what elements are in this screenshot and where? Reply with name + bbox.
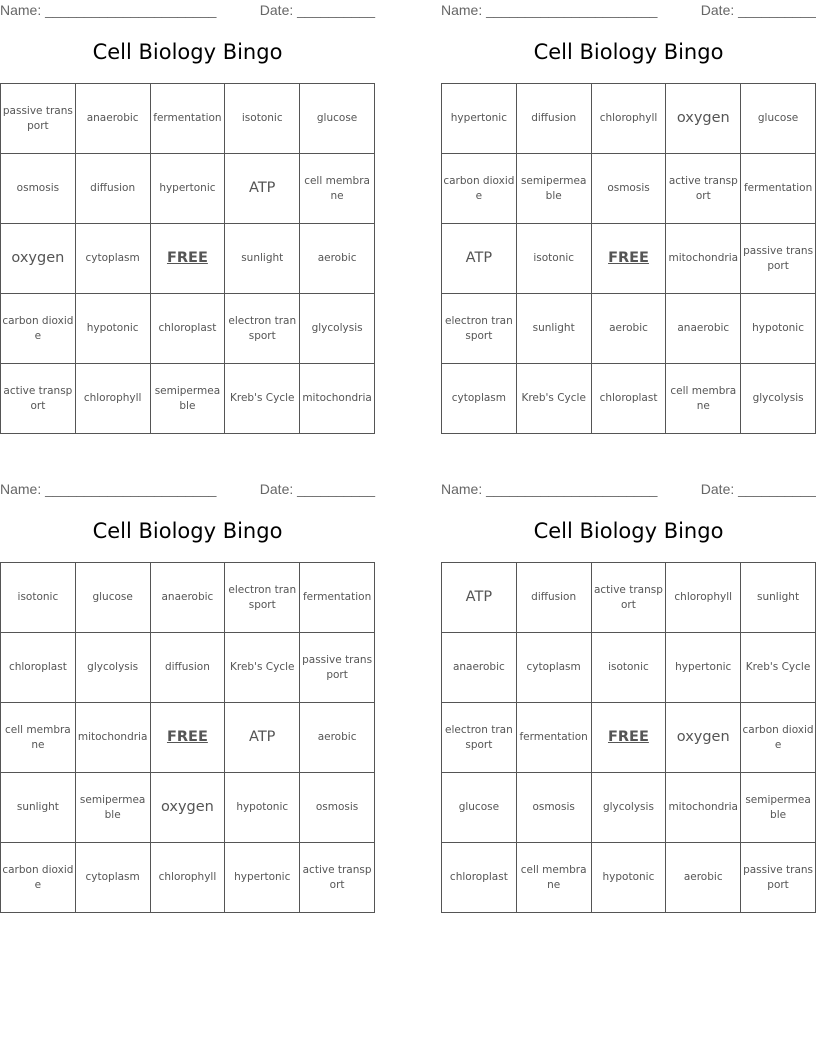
bingo-cell[interactable]: glucose: [300, 84, 375, 154]
bingo-cell[interactable]: osmosis: [591, 154, 666, 224]
name-field-label[interactable]: Name: ______________________: [0, 481, 217, 497]
bingo-cell[interactable]: oxygen: [666, 703, 741, 773]
bingo-cell[interactable]: glucose: [442, 773, 517, 843]
bingo-cell[interactable]: chloroplast: [1, 633, 76, 703]
bingo-cell[interactable]: oxygen: [150, 773, 225, 843]
bingo-cell[interactable]: fermentation: [150, 84, 225, 154]
bingo-cell[interactable]: sunlight: [225, 224, 300, 294]
bingo-cell[interactable]: active transport: [591, 563, 666, 633]
bingo-cell[interactable]: carbon dioxide: [741, 703, 816, 773]
bingo-cell[interactable]: fermentation: [300, 563, 375, 633]
bingo-cell[interactable]: cell membrane: [300, 154, 375, 224]
bingo-cell[interactable]: passive transport: [1, 84, 76, 154]
bingo-grid: [441, 83, 816, 434]
bingo-cell[interactable]: electron transport: [225, 294, 300, 364]
bingo-cell[interactable]: chlorophyll: [666, 563, 741, 633]
bingo-cell[interactable]: diffusion: [516, 84, 591, 154]
bingo-cell[interactable]: fermentation: [516, 703, 591, 773]
grid-row: [442, 703, 816, 773]
bingo-cell[interactable]: Kreb's Cycle: [225, 633, 300, 703]
grid-row: [1, 364, 375, 434]
bingo-cell[interactable]: glycolysis: [75, 633, 150, 703]
bingo-cell[interactable]: carbon dioxide: [442, 154, 517, 224]
bingo-cell[interactable]: glucose: [741, 84, 816, 154]
grid-row: [1, 563, 375, 633]
bingo-cell[interactable]: electron transport: [225, 563, 300, 633]
bingo-cell[interactable]: sunlight: [516, 294, 591, 364]
bingo-cell[interactable]: isotonic: [1, 563, 76, 633]
free-space-cell[interactable]: FREE: [591, 703, 666, 773]
grid-row: [1, 843, 375, 913]
grid-row: [1, 773, 375, 843]
free-space-cell[interactable]: FREE: [591, 224, 666, 294]
grid-row: [1, 84, 375, 154]
bingo-cell[interactable]: active transport: [1, 364, 76, 434]
grid-row: [442, 773, 816, 843]
free-space-cell[interactable]: FREE: [150, 224, 225, 294]
grid-row: [1, 294, 375, 364]
bingo-cell[interactable]: mitochondria: [666, 773, 741, 843]
grid-row: [1, 633, 375, 703]
bingo-cell[interactable]: chloroplast: [591, 364, 666, 434]
bingo-cell[interactable]: hypertonic: [666, 633, 741, 703]
bingo-cell[interactable]: semipermeable: [75, 773, 150, 843]
bingo-cell[interactable]: diffusion: [75, 154, 150, 224]
bingo-cell[interactable]: ATP: [442, 563, 517, 633]
bingo-cell[interactable]: osmosis: [300, 773, 375, 843]
bingo-cell[interactable]: glycolysis: [300, 294, 375, 364]
bingo-cell[interactable]: active transport: [300, 843, 375, 913]
date-field-label[interactable]: Date: __________: [259, 481, 375, 497]
bingo-cell[interactable]: semipermeable: [150, 364, 225, 434]
bingo-cell[interactable]: cytoplasm: [442, 364, 517, 434]
name-date-row: [0, 479, 375, 499]
name-field-label[interactable]: Name: ______________________: [0, 2, 217, 18]
grid-row: [442, 563, 816, 633]
grid-row: [442, 633, 816, 703]
bingo-cell[interactable]: sunlight: [741, 563, 816, 633]
bingo-grid: [441, 562, 816, 913]
bingo-cell[interactable]: glycolysis: [591, 773, 666, 843]
grid-row: [442, 84, 816, 154]
bingo-cell[interactable]: hypertonic: [225, 843, 300, 913]
bingo-cell[interactable]: hypotonic: [741, 294, 816, 364]
bingo-cell[interactable]: cytoplasm: [75, 224, 150, 294]
grid-row: [1, 224, 375, 294]
date-field-label[interactable]: Date: __________: [700, 481, 816, 497]
name-field-label[interactable]: Name: ______________________: [441, 2, 658, 18]
bingo-grid: [0, 562, 375, 913]
bingo-cell[interactable]: anaerobic: [75, 84, 150, 154]
bingo-cell[interactable]: isotonic: [516, 224, 591, 294]
card-title: Cell Biology Bingo: [92, 40, 283, 64]
bingo-cell[interactable]: chlorophyll: [150, 843, 225, 913]
grid-row: [442, 294, 816, 364]
bingo-cell[interactable]: chlorophyll: [75, 364, 150, 434]
bingo-cell[interactable]: chloroplast: [442, 843, 517, 913]
bingo-cell[interactable]: semipermeable: [516, 154, 591, 224]
bingo-cell[interactable]: sunlight: [1, 773, 76, 843]
bingo-cell[interactable]: aerobic: [591, 294, 666, 364]
bingo-cell[interactable]: carbon dioxide: [1, 843, 76, 913]
bingo-cell[interactable]: electron transport: [442, 703, 517, 773]
name-date-row: [441, 0, 816, 20]
bingo-cell[interactable]: cell membrane: [666, 364, 741, 434]
card-title: Cell Biology Bingo: [533, 40, 724, 64]
grid-row: [1, 703, 375, 773]
bingo-cell[interactable]: aerobic: [666, 843, 741, 913]
bingo-cell[interactable]: diffusion: [516, 563, 591, 633]
bingo-cell[interactable]: ATP: [442, 224, 517, 294]
bingo-cell[interactable]: aerobic: [300, 224, 375, 294]
bingo-cell[interactable]: hypertonic: [150, 154, 225, 224]
bingo-cell[interactable]: oxygen: [1, 224, 76, 294]
bingo-cell[interactable]: aerobic: [300, 703, 375, 773]
name-field-label[interactable]: Name: ______________________: [441, 481, 658, 497]
date-field-label[interactable]: Date: __________: [259, 2, 375, 18]
name-date-row: [0, 0, 375, 20]
bingo-cell[interactable]: diffusion: [150, 633, 225, 703]
bingo-cell[interactable]: passive transport: [300, 633, 375, 703]
bingo-cell[interactable]: passive transport: [741, 843, 816, 913]
bingo-cell[interactable]: mitochondria: [666, 224, 741, 294]
card-title: Cell Biology Bingo: [533, 519, 724, 543]
bingo-cell[interactable]: Kreb's Cycle: [516, 364, 591, 434]
bingo-cell[interactable]: chloroplast: [150, 294, 225, 364]
bingo-cell[interactable]: semipermeable: [741, 773, 816, 843]
grid-row: [442, 224, 816, 294]
bingo-grid: [0, 83, 375, 434]
card-title: Cell Biology Bingo: [92, 519, 283, 543]
bingo-cell[interactable]: oxygen: [666, 84, 741, 154]
bingo-cell[interactable]: carbon dioxide: [1, 294, 76, 364]
grid-row: [442, 154, 816, 224]
bingo-cell[interactable]: osmosis: [1, 154, 76, 224]
bingo-cell[interactable]: electron transport: [442, 294, 517, 364]
bingo-cell[interactable]: chlorophyll: [591, 84, 666, 154]
bingo-cell[interactable]: mitochondria: [300, 364, 375, 434]
bingo-cell[interactable]: fermentation: [741, 154, 816, 224]
bingo-cell[interactable]: cell membrane: [516, 843, 591, 913]
bingo-cell[interactable]: anaerobic: [666, 294, 741, 364]
bingo-cell[interactable]: hypotonic: [75, 294, 150, 364]
bingo-cell[interactable]: glycolysis: [741, 364, 816, 434]
bingo-cell[interactable]: mitochondria: [75, 703, 150, 773]
bingo-cell[interactable]: Kreb's Cycle: [741, 633, 816, 703]
grid-row: [1, 154, 375, 224]
bingo-cell[interactable]: osmosis: [516, 773, 591, 843]
bingo-cell[interactable]: anaerobic: [150, 563, 225, 633]
bingo-cell[interactable]: ATP: [225, 154, 300, 224]
bingo-cell[interactable]: ATP: [225, 703, 300, 773]
bingo-cell[interactable]: Kreb's Cycle: [225, 364, 300, 434]
bingo-cell[interactable]: cytoplasm: [516, 633, 591, 703]
bingo-cell[interactable]: isotonic: [225, 84, 300, 154]
bingo-cell[interactable]: hypertonic: [442, 84, 517, 154]
bingo-cell[interactable]: hypotonic: [591, 843, 666, 913]
bingo-cell[interactable]: active transport: [666, 154, 741, 224]
bingo-cell[interactable]: isotonic: [591, 633, 666, 703]
free-space-cell[interactable]: FREE: [150, 703, 225, 773]
bingo-cell[interactable]: anaerobic: [442, 633, 517, 703]
bingo-cell[interactable]: passive transport: [741, 224, 816, 294]
grid-row: [442, 843, 816, 913]
bingo-cell[interactable]: cytoplasm: [75, 843, 150, 913]
date-field-label[interactable]: Date: __________: [700, 2, 816, 18]
name-date-row: [441, 479, 816, 499]
bingo-cell[interactable]: hypotonic: [225, 773, 300, 843]
grid-row: [442, 364, 816, 434]
bingo-cell[interactable]: cell membrane: [1, 703, 76, 773]
bingo-cell[interactable]: glucose: [75, 563, 150, 633]
